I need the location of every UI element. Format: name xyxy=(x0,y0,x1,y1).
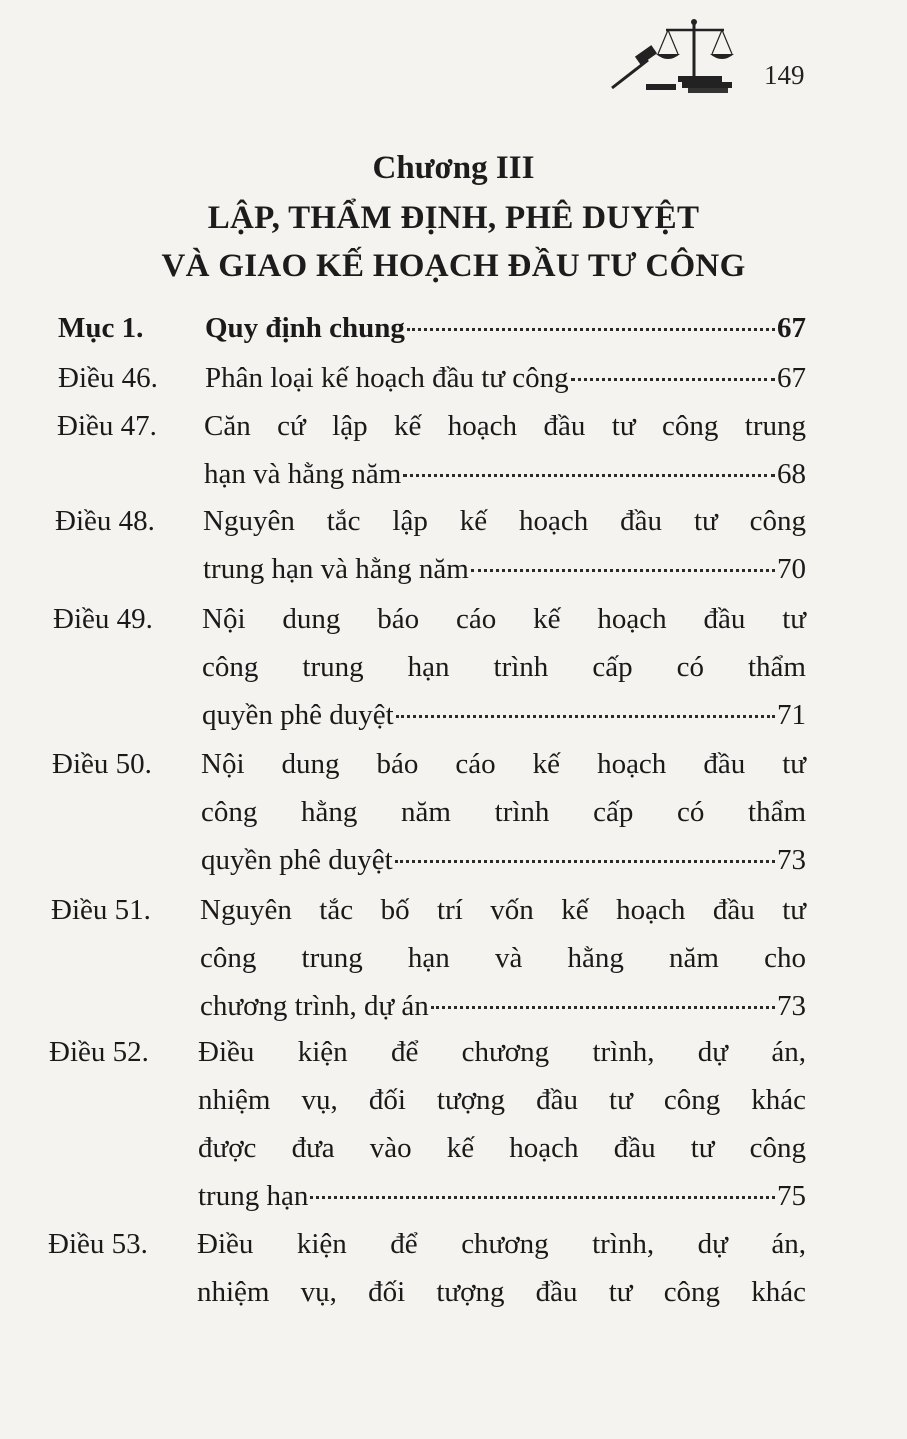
toc-entry-title-line xyxy=(205,312,806,345)
toc-entry-label: Điều 53. xyxy=(48,1228,148,1260)
toc-entry-title-line: Điều kiện để chương trình, dự án, xyxy=(198,1036,806,1068)
toc-entry-title-text: chương trình, dự án xyxy=(200,990,429,1022)
dot-leader xyxy=(395,859,775,863)
toc-entry-page: 68 xyxy=(777,458,806,490)
toc-entry-title-line xyxy=(205,362,806,395)
toc-entry-page: 67 xyxy=(777,312,806,344)
toc-entry-page: 75 xyxy=(777,1180,806,1212)
toc-entry-title-text: Phân loại kế hoạch đầu tư công xyxy=(205,362,569,394)
toc-entry-label: Điều 50. xyxy=(52,748,152,780)
toc-entry-label: Điều 51. xyxy=(51,894,151,926)
toc-entry-label: Điều 49. xyxy=(53,603,153,635)
toc-entry-title-line: Điều kiện để chương trình, dự án, xyxy=(197,1228,806,1260)
toc-entry-label: Mục 1. xyxy=(58,312,144,344)
dot-leader xyxy=(471,568,775,572)
toc-entry-title-text: quyền phê duyệt xyxy=(202,699,394,731)
toc-entry-title-text: Quy định chung xyxy=(205,312,405,344)
chapter-number: Chương III xyxy=(372,150,535,186)
toc-entry-title-line: nhiệm vụ, đối tượng đầu tư công khác xyxy=(197,1276,806,1308)
toc-entry-title-text: trung hạn và hằng năm xyxy=(203,553,469,585)
toc-entry-title-line: Nguyên tắc bố trí vốn kế hoạch đầu tư xyxy=(200,894,806,926)
toc-entry-page: 70 xyxy=(777,553,806,585)
toc-entry-title-line xyxy=(200,990,806,1023)
dot-leader xyxy=(403,473,775,477)
toc-entry-title-text: trung hạn xyxy=(198,1180,309,1212)
toc-entry-label: Điều 48. xyxy=(55,505,155,537)
toc-entry-title-line xyxy=(198,1180,806,1213)
dot-leader xyxy=(407,327,775,331)
toc-entry-title-line: Nội dung báo cáo kế hoạch đầu tư xyxy=(201,748,806,780)
toc-entry-title-line xyxy=(204,458,806,491)
toc-entry-title-text: hạn và hằng năm xyxy=(204,458,402,490)
toc-entry-title-line xyxy=(202,699,806,732)
toc-entry-title-line: công trung hạn và hằng năm cho xyxy=(200,942,806,974)
chapter-title-line-1: LẬP, THẨM ĐỊNH, PHÊ DUYỆT xyxy=(207,200,700,236)
toc-entry-title-line: nhiệm vụ, đối tượng đầu tư công khác xyxy=(198,1084,806,1116)
toc-entry-title-text: quyền phê duyệt xyxy=(201,844,393,876)
toc-entry-title-line: Nguyên tắc lập kế hoạch đầu tư công xyxy=(203,505,806,537)
dot-leader xyxy=(431,1005,775,1009)
toc-entry-title-line: được đưa vào kế hoạch đầu tư công xyxy=(198,1132,806,1164)
toc-entry-title-line: Căn cứ lập kế hoạch đầu tư công trung xyxy=(204,410,806,442)
toc-entry-title-line xyxy=(203,553,806,586)
toc-entry-title-line xyxy=(201,844,806,877)
toc-entry-label: Điều 47. xyxy=(57,410,157,442)
scales-and-gavel-icon xyxy=(606,14,756,96)
toc-entry-title-line: công hằng năm trình cấp có thẩm xyxy=(201,796,806,828)
dot-leader xyxy=(396,714,775,718)
toc-entry-page: 73 xyxy=(777,844,806,876)
chapter-title-line-2: VÀ GIAO KẾ HOẠCH ĐẦU TƯ CÔNG xyxy=(161,248,746,284)
toc-entry-page: 73 xyxy=(777,990,806,1022)
toc-entry-title-line: công trung hạn trình cấp có thẩm xyxy=(202,651,806,683)
toc-entry-page: 67 xyxy=(777,362,806,394)
page-number: 149 xyxy=(764,60,805,90)
toc-entry-page: 71 xyxy=(777,699,806,731)
toc-entry-label: Điều 46. xyxy=(58,362,158,394)
dot-leader xyxy=(571,377,775,381)
toc-entry-label: Điều 52. xyxy=(49,1036,149,1068)
toc-entry-title-line: Nội dung báo cáo kế hoạch đầu tư xyxy=(202,603,806,635)
dot-leader xyxy=(310,1195,775,1199)
